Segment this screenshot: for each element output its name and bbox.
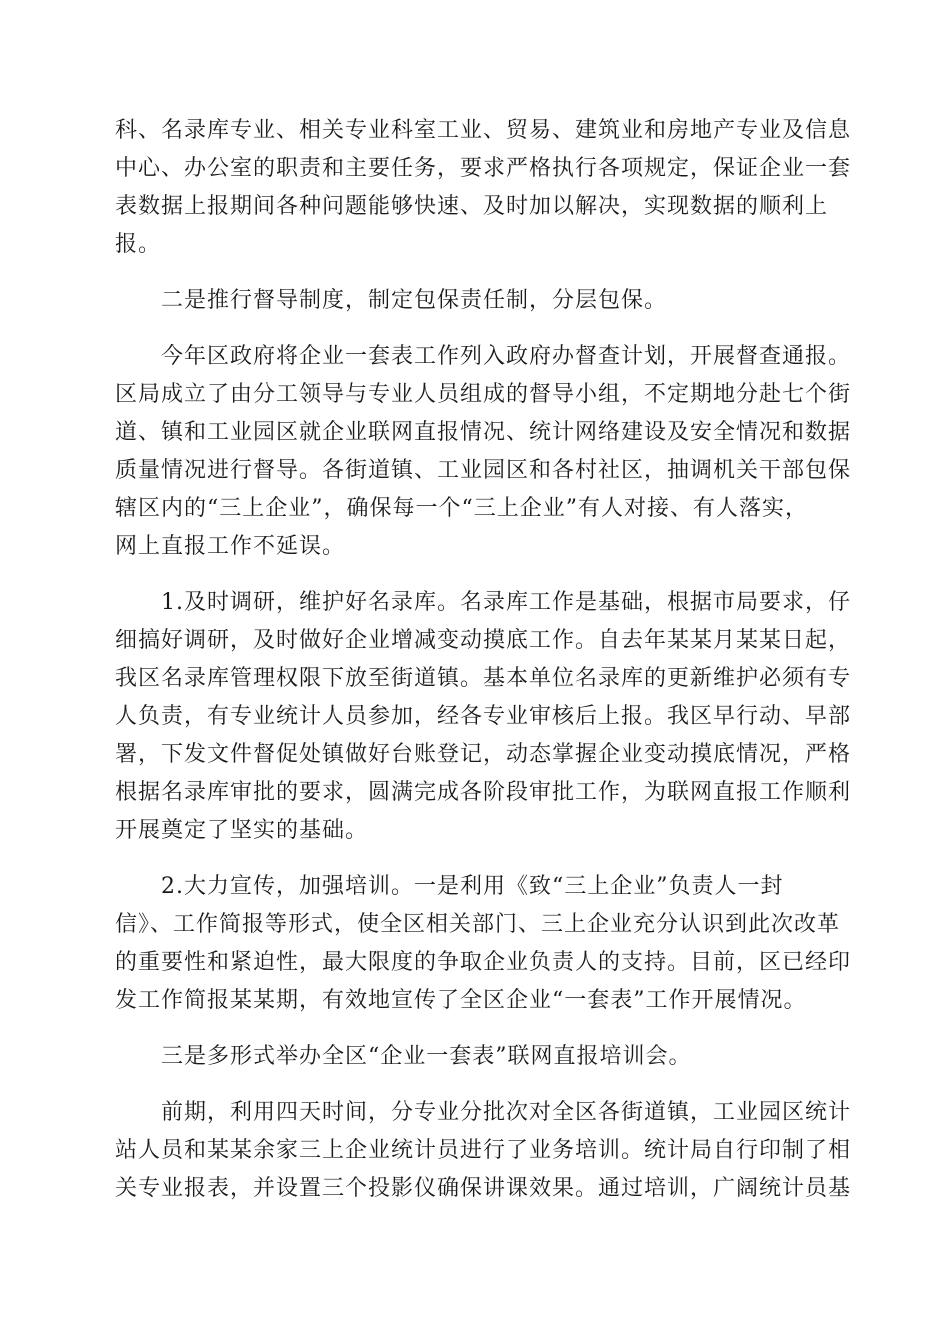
text-line: 二是推行督导制度，制定包保责任制，分层包保。 [161,288,668,313]
text-line: 今年区政府将企业一套表工作列入政府办督查计划，开展督查通报。 [161,344,852,369]
text-line: 科、名录库专业、相关专业科室工业、贸易、建筑业和房地产专业及信息 [115,118,852,143]
document-body [115,112,852,1226]
text-line: 网上直报工作不延误。 [115,534,346,559]
text-line: 开展奠定了坚实的基础。 [115,818,369,843]
text-line: 细搞好调研，及时做好企业增减变动摸底工作。自去年某某月某某日起， [115,628,852,653]
paragraph-6 [115,1038,837,1076]
paragraph-5 [115,868,852,1020]
paragraph-1 [115,112,852,264]
text-line: 的重要性和紧迫性，最大限度的争取企业负责人的支持。目前，区已经印 [115,950,852,975]
text-line: 站人员和某某余家三上企业统计员进行了业务培训。统计局自行印制了相 [115,1138,852,1163]
text-line: 2.大力宣传，加强培训。一是利用《致“三上企业”负责人一封 [161,874,784,899]
paragraph-4 [115,584,852,850]
text-line: 根据名录库审批的要求，圆满完成各阶段审批工作，为联网直报工作顺利 [115,780,852,805]
text-line: 道、镇和工业园区就企业联网直报情况、统计网络建设及安全情况和数据 [115,420,852,445]
text-line: 署，下发文件督促处镇做好台账登记，动态掌握企业变动摸底情况，严格 [115,742,852,767]
text-line: 辖区内的“三上企业”，确保每一个“三上企业”有人对接、有人落实， [115,496,808,521]
text-line: 质量情况进行督导。各街道镇、工业园区和各村社区，抽调机关干部包保 [115,458,852,483]
paragraph-2 [115,282,837,320]
paragraph-7 [115,1094,852,1208]
text-line: 信》、工作简报等形式，使全区相关部门、三上企业充分认识到此次改革 [115,912,841,937]
text-line: 发工作简报某某期，有效地宣传了全区企业“一套表”工作开展情况。 [115,988,807,1013]
text-line: 关专业报表，并设置三个投影仪确保讲课效果。通过培训，广阔统计员基 [115,1176,852,1201]
text-line: 表数据上报期间各种问题能够快速、及时加以解决，实现数据的顺利上 [115,194,829,219]
text-line: 三是多形式举办全区“企业一套表”联网直报培训会。 [161,1044,692,1069]
paragraph-3 [115,338,852,566]
text-line: 我区名录库管理权限下放至街道镇。基本单位名录库的更新维护必须有专 [115,666,852,691]
text-line: 1.及时调研，维护好名录库。名录库工作是基础，根据市局要求，仔 [161,590,851,615]
text-line: 人负责，有专业统计人员参加，经各专业审核后上报。我区早行动、早部 [115,704,852,729]
text-line: 中心、办公室的职责和主要任务，要求严格执行各项规定，保证企业一套 [115,156,852,181]
text-line: 前期，利用四天时间，分专业分批次对全区各街道镇，工业园区统计 [161,1100,852,1125]
text-line: 报。 [115,232,162,257]
text-line: 区局成立了由分工领导与专业人员组成的督导小组，不定期地分赴七个街 [115,382,852,407]
